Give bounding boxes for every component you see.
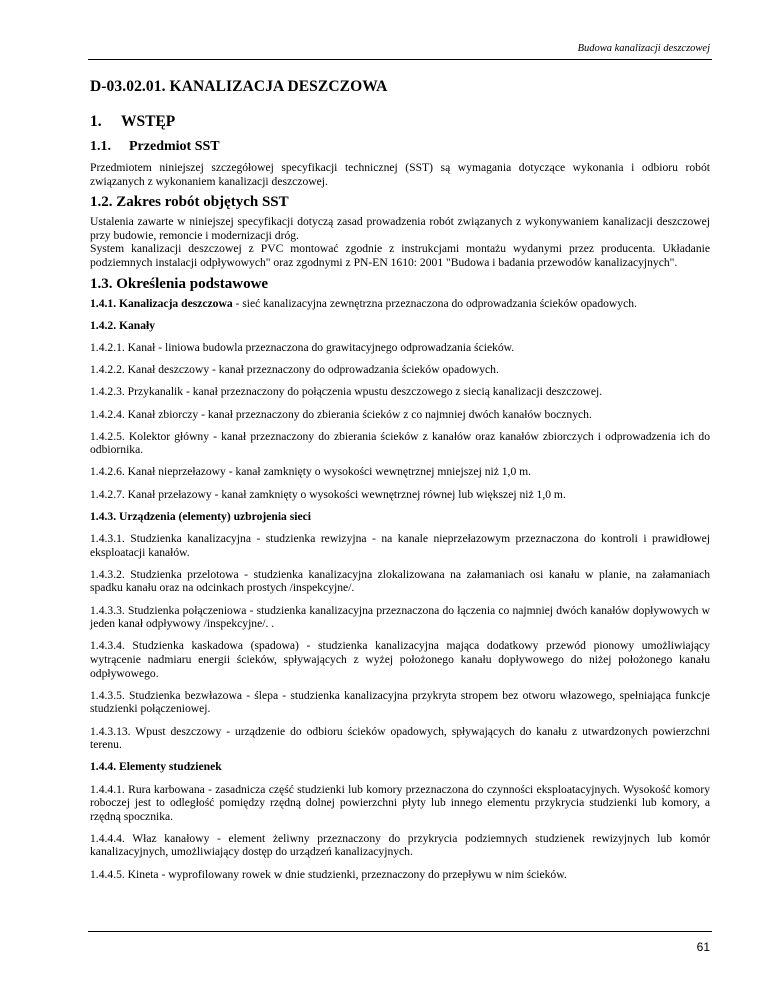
list-item: 1.4.2.1. Kanał - liniowa budowla przeznaczona do grawitacyjnego odprowadzania ścieków.: [90, 340, 515, 354]
list-item: 1.4.2.7. Kanał przełazowy - kanał zamknięty o wysokości wewnętrznej równej lub większej niż 1,0 m.: [90, 487, 566, 501]
section-1-1-paragraph: Przedmiotem niniejszej szczegółowej specyfikacji technicznej (SST) są wymagania dotyczące wykonania i odbioru robót związanych z wykonaniem kanalizacji deszczowej.: [90, 161, 710, 188]
section-1-heading: [90, 113, 710, 131]
list-item: 1.4.2.3. Przykanalik - kanał przeznaczony do połączenia wpustu deszczowego z siecią kanalizacji deszczowej.: [90, 385, 603, 399]
section-1-title: WSTĘP: [121, 113, 176, 130]
page-number: 61: [696, 940, 710, 954]
section-1-number: 1.: [90, 113, 102, 130]
section-1-1-title: Przedmiot SST: [129, 139, 220, 154]
document-body: [90, 78, 710, 890]
footer-rule: [88, 931, 712, 932]
list-item: 1.4.3.1. Studzienka kanalizacyjna - studzienka rewizyjna - na kanale nieprzełazowym przeznaczona do kontroli i prawidłowej eksploatacji kanałów.: [90, 532, 710, 559]
section-1-1-number: 1.1.: [90, 139, 111, 154]
list-item: 1.4.3.13. Wpust deszczowy - urządzenie do odbioru ścieków opadowych, spływających do kanału z utwardzonych powierzchni terenu.: [90, 724, 710, 752]
definition-1-4-1: [90, 297, 710, 311]
subheading-1-4-2: 1.4.2. Kanały: [90, 318, 156, 332]
definition-text: - sieć kanalizacyjna zewnętrzna przeznaczona do odprowadzania ścieków opadowych.: [232, 296, 637, 310]
list-item: 1.4.2.2. Kanał deszczowy - kanał przeznaczony do odprowadzania ścieków opadowych.: [90, 363, 499, 377]
header-rule: [88, 59, 712, 60]
list-item: 1.4.2.4. Kanał zbiorczy - kanał przeznaczony do zbierania ścieków z co najmniej dwóch kanałów bocznych.: [90, 407, 592, 421]
list-item: 1.4.2.6. Kanał nieprzełazowy - kanał zamknięty o wysokości wewnętrznej mniejszej niż 1,0 m.: [90, 465, 532, 479]
definition-term: 1.4.1. Kanalizacja deszczowa: [90, 296, 233, 310]
subheading-1-4-3: 1.4.3. Urządzenia (elementy) uzbrojenia sieci: [90, 509, 311, 523]
section-1-3-heading: 1.3. Określenia podstawowe: [90, 275, 269, 292]
list-item: 1.4.2.5. Kolektor główny - kanał przeznaczony do zbierania ścieków z kanałów oraz kanałów zbiorczych i odprowadzenia ich do odbiornika.: [90, 429, 710, 457]
list-item: 1.4.3.2. Studzienka przelotowa - studzienka kanalizacyjna zlokalizowana na załamaniach osi kanału w planie, na załamaniach spadku kanału oraz na odcinkach prostych /inspekcyjne/.: [90, 567, 710, 595]
list-item: 1.4.3.4. Studzienka kaskadowa (spadowa) - studzienka kanalizacyjna mająca dodatkowy przewód pionowy umożliwiający wytrącenie nadmiaru energii ścieków, spływających z wyżej położonego kanału dopływowego do niżej położonego kanału odpływowego.: [90, 639, 710, 680]
list-item: 1.4.3.3. Studzienka połączeniowa - studzienka kanalizacyjna przeznaczona do łączenia co najmniej dwóch kanałów dopływowych w jeden kanał odpływowy /inspekcyjne/. .: [90, 603, 710, 631]
section-1-2-paragraph-1: Ustalenia zawarte w niniejszej specyfikacji dotyczą zasad prowadzenia robót związanych z wykonywaniem kanalizacji deszczowej przy budowie, remoncie i modernizacji dróg.: [90, 215, 710, 242]
section-1-2-paragraph-2: System kanalizacji deszczowej z PVC montować zgodnie z instrukcjami montażu wydanymi przez producenta. Układanie podziemnych instalacji odpływowych" oraz zgodnymi z PN-EN 1610: 2001 "Budowa i badania przewodów kanalizacyjnych".: [90, 242, 710, 269]
subheading-1-4-4: 1.4.4. Elementy studzienek: [90, 760, 222, 774]
list-item: 1.4.4.5. Kineta - wyprofilowany rowek w dnie studzienki, przeznaczony do przepływu w nim ścieków.: [90, 867, 567, 881]
list-item: 1.4.4.1. Rura karbowana - zasadnicza część studzienki lub komory przeznaczona do czynności eksploatacyjnych. Wysokość komory roboczej jest to odległość pomiędzy rzędną dolnej powierzchni płyty lub innego elementu przykrycia studzienki lub komory, a rzędną spocznika.: [90, 782, 710, 823]
section-1-1-heading: [90, 139, 710, 155]
list-item: 1.4.4.4. Właz kanałowy - element żeliwny przeznaczony do przykrycia podziemnych studzienek rewizyjnych lub komór kanalizacyjnych, umożliwiający dostęp do urządzeń kanalizacyjnych.: [90, 831, 710, 859]
list-item: 1.4.3.5. Studzienka bezwłazowa - ślepa - studzienka kanalizacyjna przykryta stropem bez otworu włazowego, spełniająca funkcje studzienki połączeniowej.: [90, 688, 710, 716]
document-title: D-03.02.01. KANALIZACJA DESZCZOWA: [90, 78, 388, 95]
running-header: Budowa kanalizacji deszczowej: [577, 43, 710, 54]
section-1-2-heading: 1.2. Zakres robót objętych SST: [90, 194, 289, 211]
